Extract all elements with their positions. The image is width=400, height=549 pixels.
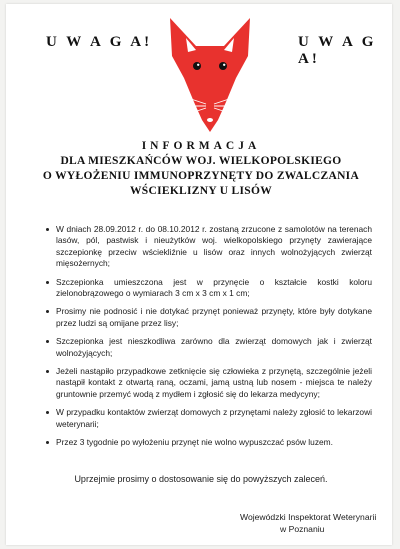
bullet-icon [46,310,49,313]
title-block [26,138,376,199]
warning-right: U W A G A! [298,34,377,67]
list-item: Prosimy nie podnosić i nie dotykać przynęt ponieważ przynęty, które były dotykane przez ludzi są omijane przez lisy; [46,306,372,329]
signature-line-1: Wojewódzki Inspektorat Weterynarii [240,512,377,522]
fox-head-shape [170,18,250,132]
fox-eye-right [219,62,227,70]
bullet-icon [46,370,49,373]
bullet-icon [46,411,49,414]
title-informacja: INFORMACJA [141,140,261,152]
title-line-3: O WYŁOŻENIU IMMUNOPRZYNĘTY DO ZWALCZANIA [42,170,360,182]
bullet-icon [46,340,49,343]
list-item: W dniach 28.09.2012 r. do 08.10.2012 r. zostaną zrzucone z samolotów na terenach lasów, pól, pastwisk i nieużytków woj. wielkopolskiego przynęty zawierające szczepionkę przeciw wściekliźnie u lisów oraz innych wolnożyjących zwierząt mięsożernych; [46,224,372,270]
list-item: W przypadku kontaktów zwierząt domowych z przynętami należy zgłosić to lekarzowi weterynarii; [46,407,372,430]
fox-head-icon [166,16,254,134]
bullet-icon [46,228,49,231]
closing-request: Uprzejmie prosimy o dostosowanie się do powyższych zaleceń. [74,474,328,484]
signature-block [240,511,390,535]
list-item: Przez 3 tygodnie po wyłożeniu przynęt nie wolno wypuszczać psów luzem. [46,437,372,448]
warning-left: U W A G A! [46,34,153,50]
signature-line-2: w Poznaniu [280,524,325,534]
title-line-2: DLA MIESZKAŃCÓW WOJ. WIELKOPOLSKIEGO [60,155,342,167]
bullet-icon [46,281,49,284]
list-item: Szczepionka jest nieszkodliwa zarówno dla zwierząt domowych jak i zwierząt wolnożyjących; [46,336,372,359]
fox-nose [207,118,213,122]
fox-eye-right-glint [223,64,225,66]
fox-eye-left [193,62,201,70]
bullet-icon [46,441,49,444]
list-item: Jeżeli nastąpiło przypadkowe zetknięcie się człowieka z przynętą, szczególnie jeżeli nastąpił kontakt z otwartą raną, oczami, jamą ustną lub nosem - miejsca te należy gruntownie przemyć wodą z mydłem i zgłosić się do lekarza medycyny; [46,366,372,400]
fox-eye-left-glint [197,64,199,66]
title-line-4: WŚCIEKLIZNY U LISÓW [129,185,273,197]
list-item: Szczepionka umieszczona jest w przynęcie o kształcie kostki koloru zielonobrązowego o wymiarach 3 cm x 3 cm x 1 cm; [46,277,372,300]
notice-page [6,4,392,545]
instruction-list [46,224,372,456]
